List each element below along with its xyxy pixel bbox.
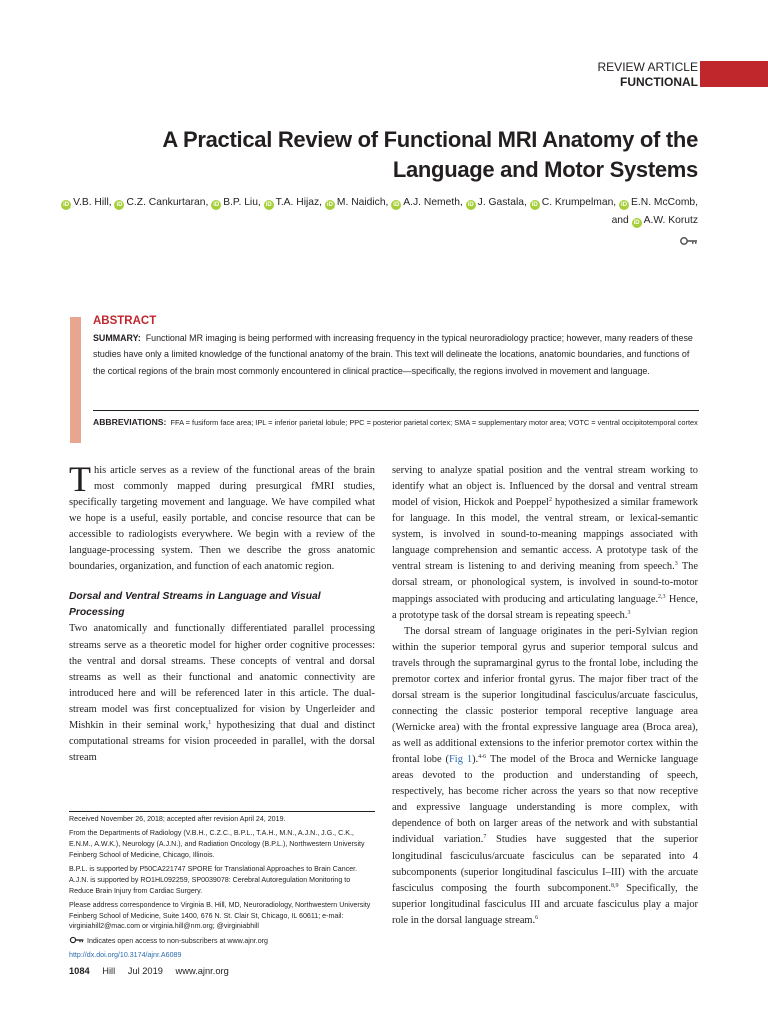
author-name[interactable]: C.Z. Cankurtaran, [126,197,209,208]
open-access-note [69,936,375,947]
paragraph-text: Two anatomically and functionally differentiated parallel processing streams serve as a theoretic model for higher order cognitive processes: the ventral and dorsal streams. These concepts of ventral and dorsal streams as well as their functional and anatomic connectivity are introduced here and will be referenced later in this article. The dual-stream model was first conceptualized for vision by Ungerleider and Mishkin in their seminal work, [69,623,375,731]
abbreviations [93,417,699,429]
orcid-icon[interactable]: iD [116,202,123,208]
paragraph-text: serving to analyze spatial position and the ventral stream working to identify what an object is. Influenced by the dorsal and ventral stream model of vision, Hickok and Poeppel [392,465,698,509]
orcid-icon[interactable]: iD [265,202,272,208]
paragraph-text: Hence, a prototype task of the dorsal stream is repeating speech. [392,593,698,621]
paragraph-text: The model of the Broca and Wernicke language areas devoted to the production and understanding of speech, respectively, has become richer across the years so that now receptive and expressive language understanding is more complex, with dependence of both on larger areas of the network and with substantial individual variation. [392,754,698,846]
author-name[interactable]: A.J. Nemeth, [403,197,463,208]
reference-link[interactable]: 3 [674,561,678,568]
affiliation-note: From the Departments of Radiology (V.B.H., C.Z.C., B.P.L., T.A.H., M.N., A.J.N., J.G., C.K., E.N.M., A.W.K.), Neurology (A.J.N.), and Radiation Oncology (B.P.L.), Northwestern University Feinberg School of Medicine, Chicago, Illinois. [69,829,365,859]
abstract-accent-bar [70,317,81,443]
abstract-summary [93,330,699,379]
orcid-icon[interactable]: iD [213,202,220,208]
footnotes [69,808,375,965]
abbreviations-divider [93,410,699,411]
orcid-icon[interactable]: iD [63,202,70,208]
body-paragraph [392,463,698,624]
orcid-icon[interactable]: iD [467,202,474,208]
open-access-key-icon [69,936,85,944]
author-name[interactable]: M. Naidich, [336,197,389,208]
author-name[interactable]: E.N. McComb, [631,197,698,208]
intro-paragraph [69,459,375,575]
paragraph-text: hypothesizing that dual and distinct computational streams for vision proceeded in parallel, with the dorsal stream [69,719,375,763]
author-list [60,194,698,230]
reference-link[interactable]: 7 [483,834,487,841]
paragraph-text: Specifically, the superior longitudinal fasciculus III and arcuate fasciculus play a major role in the dorsal language stream. [392,882,698,926]
body-paragraph [69,621,375,766]
doi-link[interactable]: http://dx.doi.org/10.3174/ajnr.A6089 [69,951,182,960]
author-name[interactable]: A.W. Korutz [643,215,698,226]
article-title: A Practical Review of Functional MRI Anatomy of the Language and Motor Systems [162,127,698,182]
funding-note: B.P.L. is supported by P50CA221747 SPORE for Translational Approaches to Brain Cancer. A.J.N. is supported by RO1HL092259, SP0039078: Cerebral Autoregulation Monitoring to Reduce Brain Injury from Cardiac Surgery. [69,865,358,895]
footer-date: Jul 2019 [127,966,163,976]
reference-link[interactable]: 4-6 [478,754,487,761]
intro-text: his article serves as a review of the functional areas of the brain most commonly mapped during presurgical fMRI studies, specifically targeting movement and language. We have compiled what we hope is a useful, easily portable, and concise resource that can be accessible to radiologists everywhere. We begin with a review of the language-processing system. Then we describe the gross anatomic boundaries, organization, and function of each anatomic region. [69,465,375,573]
article-section: FUNCTIONAL [620,75,698,89]
abbreviations-label: ABBREVIATIONS: [93,417,167,427]
author-name[interactable]: V.B. Hill, [73,197,112,208]
abstract [93,315,699,379]
orcid-icon[interactable]: iD [633,220,640,226]
paragraph-text: The dorsal stream of language originates in the peri-Sylvian region within the superior temporal gyrus and superior temporal sulcus and travels through the supramarginal gyrus to the frontal lobe, including the premotor cortex and inferior frontal gyrus. The major fiber tract of the dorsal stream is the superior longitudinal fasciculus/arcuate fasciculus, connecting the classic posterior temporal receptive language area (Wernicke area) with the frontal expressive language area (Broca area), as well as additional extensions to the inferior premotor cortex within the frontal lobe ( [392,625,698,766]
body-column-right [392,463,698,929]
abstract-heading: ABSTRACT [93,315,157,327]
reference-link[interactable]: 2 [548,497,552,504]
author-name[interactable]: T.A. Hijaz, [275,197,323,208]
footer-author: Hill [102,966,116,976]
orcid-icon[interactable]: iD [393,202,400,208]
reference-link[interactable]: 2,3 [658,593,666,600]
article-type-header [598,60,698,90]
reference-link[interactable]: 8,9 [610,882,619,889]
paragraph-text: hypothesized a similar framework for language. In this model, the ventral stream, or lexical-semantic system, is involved in sound-to-meaning mappings associated with language comprehension and semantic access. A prototype task of the ventral stream is listening to and deriving meaning from speech. [392,497,698,573]
reference-link[interactable]: 1 [208,719,212,726]
open-access-text: Indicates open access to non-subscribers at www.ajnr.org [87,936,268,945]
reference-link[interactable]: 6 [535,914,539,921]
footer-url[interactable]: www.ajnr.org [175,966,229,976]
orcid-icon[interactable]: iD [326,202,333,208]
author-name[interactable]: B.P. Liu, [223,197,261,208]
abbreviations-text: FFA = fusiform face area; IPL = inferior parietal lobule; PPC = posterior parietal cortex; SMA = supplementary motor area; VOTC = ventral occipitotemporal cortex [170,418,698,427]
author-list-line1 [61,197,698,208]
article-type: REVIEW ARTICLE [597,60,698,74]
author-and: and [611,215,629,226]
summary-text: Functional MR imaging is being performed with increasing frequency in the typical neuroradiology practice; however, many readers of these studies have only a limited knowledge of the functional anatomy of the brain. This text will delineate the locations, anatomic boundaries, and functions of the cortical regions of the brain most commonly encountered in clinical practice—specifically, the regions involved in movement and language. [93,333,693,376]
page-number: 1084 [69,966,90,976]
author-name[interactable]: C. Krumpelman, [541,197,617,208]
body-column-left [69,459,375,766]
drop-cap: T [69,459,91,499]
paragraph-text: ). [472,754,479,766]
paragraph-text: Studies have suggested that the superior longitudinal fasciculus/arcuate fasciculus can be separated into 4 subcomponents (superior longitudinal fasciculus I–III) with the arcuate fasciculus composing the fourth subcomponent. [392,834,698,894]
summary-label: SUMMARY: [93,333,141,343]
body-paragraph [392,624,698,929]
orcid-icon[interactable]: iD [531,202,538,208]
section-heading: Dorsal and Ventral Streams in Language and Visual Processing [69,591,321,619]
correspondence-note: Please address correspondence to Virginia B. Hill, MD, Neuroradiology, Northwestern University Feinberg School of Medicine, Suite 1400, 676 N. St. Clair St, Chicago, IL 60611; e-mail: virginiahill2@mac.com or virginia.hill@nm.org; @virginiabhill [69,900,371,931]
orcid-icon[interactable]: iD [621,202,628,208]
figure-link[interactable]: Fig 1 [449,754,473,766]
received-note: Received November 26, 2018; accepted after revision April 24, 2019. [69,815,286,823]
paragraph-text: The dorsal stream, or phonological system, is involved in sound-to-motor mappings associated with producing and articulating language. [392,561,698,605]
page-footer [69,966,239,976]
reference-link[interactable]: 3 [627,609,631,616]
open-access-key-icon [680,236,698,246]
author-name[interactable]: J. Gastala, [477,197,527,208]
header-accent-bar [700,61,768,87]
